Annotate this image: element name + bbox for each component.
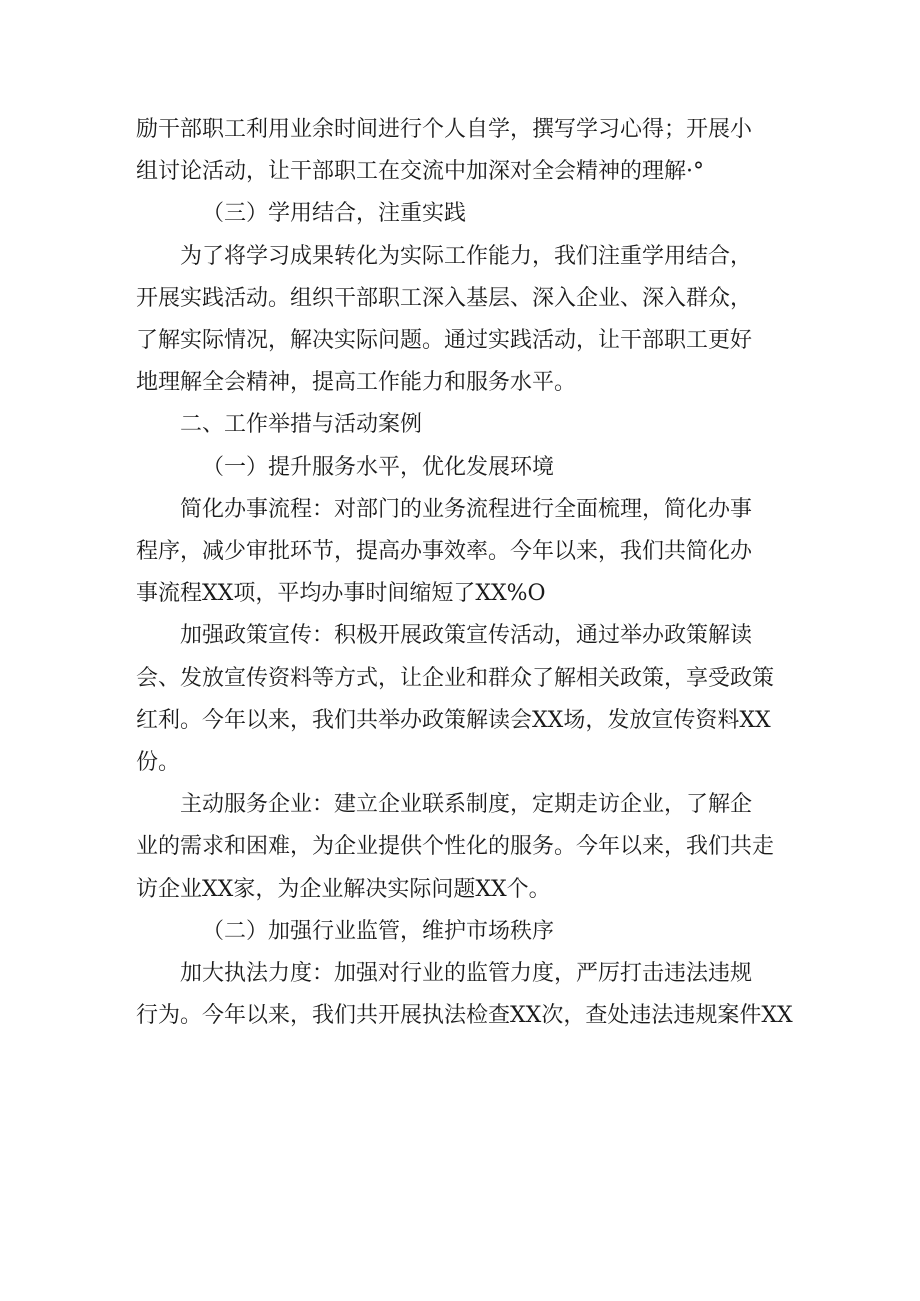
- text-line: 加强政策宣传：积极开展政策宣传活动，通过举办政策解读: [180, 623, 753, 649]
- paragraph-policy-promotion: [136, 615, 791, 784]
- text-line: 组讨论活动，让干部职工在交流中加深对全会精神的理解·°: [136, 159, 704, 185]
- paragraph-enforcement: [136, 953, 791, 1037]
- section-heading-2: [136, 404, 791, 446]
- document-body: [136, 109, 791, 1037]
- text-line: 红利。今年以来，我们共举办政策解读会XX场，发放宣传资料XX: [136, 707, 771, 733]
- text-line: 加大执法力度：加强对行业的监管力度，严厉打击违法违规: [180, 961, 753, 987]
- text-line: 行为。今年以来，我们共开展执法检查XX次，查处违法违规案件XX: [136, 1003, 793, 1029]
- text-line: 为了将学习成果转化为实际工作能力，我们注重学用结合，: [180, 243, 753, 269]
- sub-heading-3: [136, 193, 791, 235]
- text-line: 二、工作举措与活动案例: [180, 412, 423, 438]
- text-line: 励干部职工利用业余时间进行个人自学，撰写学习心得；开展小: [136, 117, 753, 142]
- text-line: 会、发放宣传资料等方式，让企业和群众了解相关政策，享受政策: [136, 665, 775, 691]
- text-line: 事流程XX项，平均办事时间缩短了XX%O: [136, 581, 546, 607]
- text-line: （三）学用结合，注重实践: [202, 201, 467, 227]
- sub-heading-1: [136, 447, 791, 489]
- paragraph-serve-enterprises: [136, 784, 791, 911]
- paragraph-continued: [136, 109, 791, 193]
- paragraph-simplify-process: [136, 489, 791, 616]
- text-line: 访企业XX家，为企业解决实际问题XX个。: [136, 876, 551, 902]
- text-line: 简化办事流程：对部门的业务流程进行全面梳理，简化办事: [180, 496, 753, 522]
- text-line: （二）加强行业监管，维护市场秩序: [202, 918, 555, 944]
- text-line: 业的需求和困难，为企业提供个性化的服务。今年以来，我们共走: [136, 834, 775, 860]
- text-line: 程序，减少审批环节，提高办事效率。今年以来，我们共简化办: [136, 539, 753, 565]
- text-line: 地理解全会精神，提高工作能力和服务水平。: [136, 370, 577, 396]
- sub-heading-2: [136, 911, 791, 953]
- text-line: （一）提升服务水平，优化发展环境: [202, 454, 555, 480]
- paragraph-practice: [136, 236, 791, 405]
- text-line: 份。: [136, 750, 181, 776]
- text-line: 主动服务企业：建立企业联系制度，定期走访企业，了解企: [180, 792, 753, 818]
- text-line: 开展实践活动。组织干部职工深入基层、深入企业、深入群众，: [136, 285, 753, 311]
- text-line: 了解实际情况，解决实际问题。通过实践活动，让干部职工更好: [136, 328, 753, 354]
